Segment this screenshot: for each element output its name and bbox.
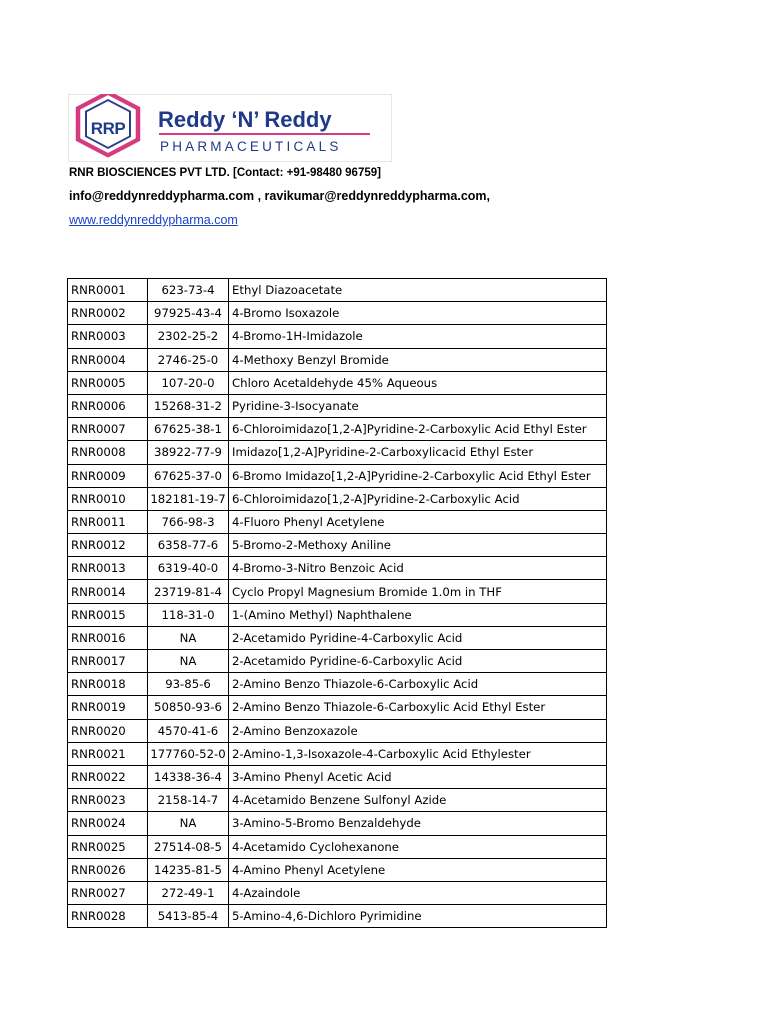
product-name-cell: 4-Amino Phenyl Acetylene — [229, 858, 607, 881]
table-row — [68, 905, 607, 928]
product-name-cell: Chloro Acetaldehyde 45% Aqueous — [229, 371, 607, 394]
product-code-cell: RNR0020 — [68, 719, 148, 742]
cas-number-cell: NA — [148, 812, 229, 835]
cas-number-cell: 14235-81-5 — [148, 858, 229, 881]
company-contact-line: RNR BIOSCIENCES PVT LTD. [Contact: +91-98480 96759] — [69, 167, 381, 179]
product-name-cell: 3-Amino-5-Bromo Benzaldehyde — [229, 812, 607, 835]
cas-number-cell: 93-85-6 — [148, 673, 229, 696]
cas-number-cell: 272-49-1 — [148, 881, 229, 904]
product-code-cell: RNR0013 — [68, 557, 148, 580]
table-row — [68, 881, 607, 904]
table-row — [68, 789, 607, 812]
table-row — [68, 765, 607, 788]
product-name-cell: 6-Bromo Imidazo[1,2-A]Pyridine-2-Carboxylic Acid Ethyl Ester — [229, 464, 607, 487]
product-name-cell: 3-Amino Phenyl Acetic Acid — [229, 765, 607, 788]
product-table — [67, 278, 607, 928]
product-name-cell: 2-Amino Benzo Thiazole-6-Carboxylic Acid — [229, 673, 607, 696]
product-code-cell: RNR0024 — [68, 812, 148, 835]
table-row — [68, 719, 607, 742]
product-code-cell: RNR0028 — [68, 905, 148, 928]
cas-number-cell: 2746-25-0 — [148, 348, 229, 371]
cas-number-cell: 6358-77-6 — [148, 534, 229, 557]
cas-number-cell: 182181-19-7 — [148, 487, 229, 510]
cas-number-cell: 118-31-0 — [148, 603, 229, 626]
table-row — [68, 603, 607, 626]
email-addresses: info@reddynreddypharma.com , ravikumar@reddynreddypharma.com, — [69, 189, 491, 203]
product-code-cell: RNR0017 — [68, 650, 148, 673]
product-code-cell: RNR0001 — [68, 279, 148, 302]
cas-number-cell: 623-73-4 — [148, 279, 229, 302]
logo-monogram: RRP — [90, 119, 126, 138]
table-row — [68, 418, 607, 441]
table-row — [68, 394, 607, 417]
product-code-cell: RNR0022 — [68, 765, 148, 788]
product-name-cell: 2-Amino Benzo Thiazole-6-Carboxylic Acid Ethyl Ester — [229, 696, 607, 719]
product-name-cell: 2-Amino-1,3-Isoxazole-4-Carboxylic Acid Ethylester — [229, 742, 607, 765]
product-name-cell: 4-Bromo Isoxazole — [229, 302, 607, 325]
table-row — [68, 279, 607, 302]
product-name-cell: 2-Amino Benzoxazole — [229, 719, 607, 742]
table-row — [68, 673, 607, 696]
product-name-cell: 4-Acetamido Benzene Sulfonyl Azide — [229, 789, 607, 812]
table-row — [68, 557, 607, 580]
product-code-cell: RNR0018 — [68, 673, 148, 696]
table-row — [68, 626, 607, 649]
product-code-cell: RNR0027 — [68, 881, 148, 904]
cas-number-cell: 6319-40-0 — [148, 557, 229, 580]
table-row — [68, 696, 607, 719]
cas-number-cell: 766-98-3 — [148, 510, 229, 533]
product-name-cell: 2-Acetamido Pyridine-6-Carboxylic Acid — [229, 650, 607, 673]
table-row — [68, 441, 607, 464]
product-code-cell: RNR0003 — [68, 325, 148, 348]
cas-number-cell: 177760-52-0 — [148, 742, 229, 765]
product-name-cell: 5-Amino-4,6-Dichloro Pyrimidine — [229, 905, 607, 928]
product-code-cell: RNR0011 — [68, 510, 148, 533]
product-name-cell: Pyridine-3-Isocyanate — [229, 394, 607, 417]
company-logo — [68, 94, 392, 162]
table-row — [68, 812, 607, 835]
product-code-cell: RNR0025 — [68, 835, 148, 858]
cas-number-cell: 67625-38-1 — [148, 418, 229, 441]
product-name-cell: 4-Bromo-3-Nitro Benzoic Acid — [229, 557, 607, 580]
product-name-cell: 4-Azaindole — [229, 881, 607, 904]
table-row — [68, 302, 607, 325]
product-code-cell: RNR0015 — [68, 603, 148, 626]
cas-number-cell: 4570-41-6 — [148, 719, 229, 742]
product-name-cell: Ethyl Diazoacetate — [229, 279, 607, 302]
cas-number-cell: 2302-25-2 — [148, 325, 229, 348]
product-code-cell: RNR0023 — [68, 789, 148, 812]
product-name-cell: Imidazo[1,2-A]Pyridine-2-Carboxylicacid Ethyl Ester — [229, 441, 607, 464]
product-code-cell: RNR0008 — [68, 441, 148, 464]
product-code-cell: RNR0006 — [68, 394, 148, 417]
website-link[interactable]: www.reddynreddypharma.com — [69, 213, 238, 227]
cas-number-cell: NA — [148, 650, 229, 673]
product-name-cell: 2-Acetamido Pyridine-4-Carboxylic Acid — [229, 626, 607, 649]
product-code-cell: RNR0005 — [68, 371, 148, 394]
table-row — [68, 348, 607, 371]
product-name-cell: 4-Bromo-1H-Imidazole — [229, 325, 607, 348]
table-row — [68, 650, 607, 673]
table-row — [68, 580, 607, 603]
product-code-cell: RNR0019 — [68, 696, 148, 719]
table-row — [68, 858, 607, 881]
cas-number-cell: 97925-43-4 — [148, 302, 229, 325]
table-row — [68, 742, 607, 765]
table-row — [68, 534, 607, 557]
product-name-cell: 1-(Amino Methyl) Naphthalene — [229, 603, 607, 626]
product-name-cell: 6-Chloroimidazo[1,2-A]Pyridine-2-Carboxylic Acid Ethyl Ester — [229, 418, 607, 441]
product-code-cell: RNR0007 — [68, 418, 148, 441]
cas-number-cell: 14338-36-4 — [148, 765, 229, 788]
product-name-cell: 5-Bromo-2-Methoxy Aniline — [229, 534, 607, 557]
table-row — [68, 371, 607, 394]
product-code-cell: RNR0016 — [68, 626, 148, 649]
brand-name: Reddy ‘N’ Reddy — [158, 107, 332, 132]
product-code-cell: RNR0010 — [68, 487, 148, 510]
cas-number-cell: 38922-77-9 — [148, 441, 229, 464]
cas-number-cell: 2158-14-7 — [148, 789, 229, 812]
table-row — [68, 835, 607, 858]
cas-number-cell: 15268-31-2 — [148, 394, 229, 417]
product-code-cell: RNR0014 — [68, 580, 148, 603]
product-code-cell: RNR0026 — [68, 858, 148, 881]
table-row — [68, 487, 607, 510]
brand-subtitle: PHARMACEUTICALS — [160, 139, 342, 154]
product-name-cell: Cyclo Propyl Magnesium Bromide 1.0m in THF — [229, 580, 607, 603]
cas-number-cell: 67625-37-0 — [148, 464, 229, 487]
table-row — [68, 510, 607, 533]
cas-number-cell: 27514-08-5 — [148, 835, 229, 858]
cas-number-cell: 50850-93-6 — [148, 696, 229, 719]
product-name-cell: 6-Chloroimidazo[1,2-A]Pyridine-2-Carboxylic Acid — [229, 487, 607, 510]
cas-number-cell: 23719-81-4 — [148, 580, 229, 603]
product-name-cell: 4-Methoxy Benzyl Bromide — [229, 348, 607, 371]
product-name-cell: 4-Acetamido Cyclohexanone — [229, 835, 607, 858]
product-code-cell: RNR0009 — [68, 464, 148, 487]
cas-number-cell: 107-20-0 — [148, 371, 229, 394]
cas-number-cell: NA — [148, 626, 229, 649]
cas-number-cell: 5413-85-4 — [148, 905, 229, 928]
table-row — [68, 325, 607, 348]
product-name-cell: 4-Fluoro Phenyl Acetylene — [229, 510, 607, 533]
product-code-cell: RNR0021 — [68, 742, 148, 765]
product-code-cell: RNR0004 — [68, 348, 148, 371]
product-code-cell: RNR0002 — [68, 302, 148, 325]
table-row — [68, 464, 607, 487]
product-code-cell: RNR0012 — [68, 534, 148, 557]
